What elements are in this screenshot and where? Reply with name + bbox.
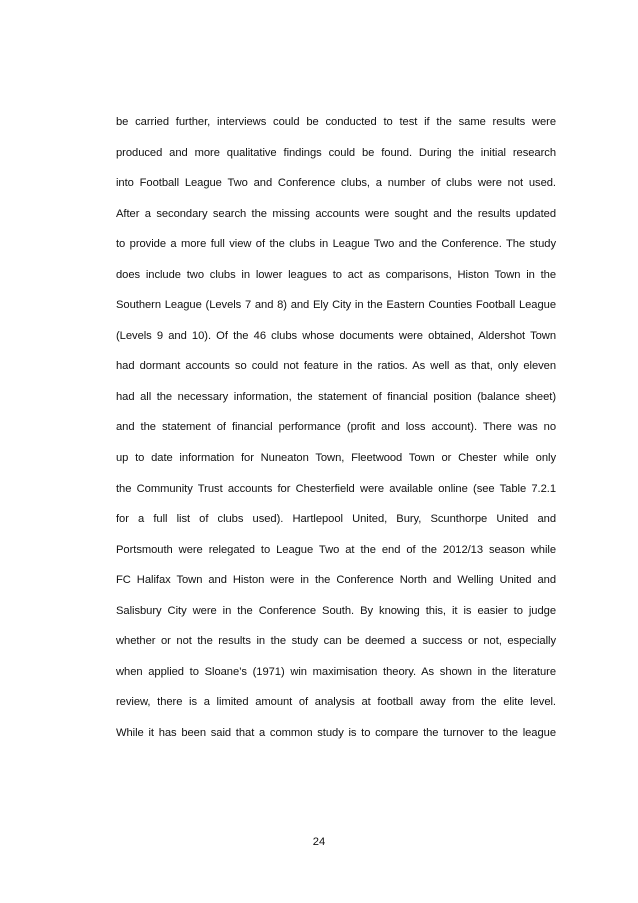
text-line: While it has been said that a common study is to compare the turnover to the league — [116, 726, 556, 739]
page-number: 24 — [312, 836, 326, 848]
text-line: and the statement of financial performance (profit and loss account). There was no — [116, 421, 556, 434]
text-line: After a secondary search the missing accounts were sought and the results updated — [116, 207, 556, 220]
text-line: produced and more qualitative findings could be found. During the initial research — [116, 146, 556, 159]
text-line: FC Halifax Town and Histon were in the Conference North and Welling United and — [116, 574, 556, 587]
text-line: be carried further, interviews could be conducted to test if the same results were — [116, 116, 556, 128]
text-line: up to date information for Nuneaton Town, Fleetwood Town or Chester while only — [116, 452, 556, 465]
text-line: whether or not the results in the study can be deemed a success or not, especially — [116, 635, 556, 648]
body-paragraph — [116, 115, 556, 756]
text-line: into Football League Two and Conference clubs, a number of clubs were not used. — [116, 177, 556, 190]
text-line: the Community Trust accounts for Chesterfield were available online (see Table 7.2.1 — [116, 482, 556, 495]
text-line: Southern League (Levels 7 and 8) and Ely City in the Eastern Counties Football League — [116, 299, 556, 312]
text-line: had dormant accounts so could not feature in the ratios. As well as that, only eleven — [116, 360, 556, 373]
text-line: to provide a more full view of the clubs in League Two and the Conference. The study — [116, 238, 556, 251]
text-line: (Levels 9 and 10). Of the 46 clubs whose documents were obtained, Aldershot Town — [116, 329, 556, 342]
text-line: Portsmouth were relegated to League Two at the end of the 2012/13 season while — [116, 543, 556, 556]
text-line: does include two clubs in lower leagues to act as comparisons, Histon Town in the — [116, 268, 556, 281]
text-line: for a full list of clubs used). Hartlepool United, Bury, Scunthorpe United and — [116, 513, 556, 526]
text-line: when applied to Sloane’s (1971) win maximisation theory. As shown in the literature — [116, 665, 556, 678]
text-line: had all the necessary information, the statement of financial position (balance sheet) — [116, 390, 556, 403]
text-line: Salisbury City were in the Conference South. By knowing this, it is easier to judge — [116, 604, 556, 617]
text-line: review, there is a limited amount of analysis at football away from the elite level. — [116, 696, 556, 709]
